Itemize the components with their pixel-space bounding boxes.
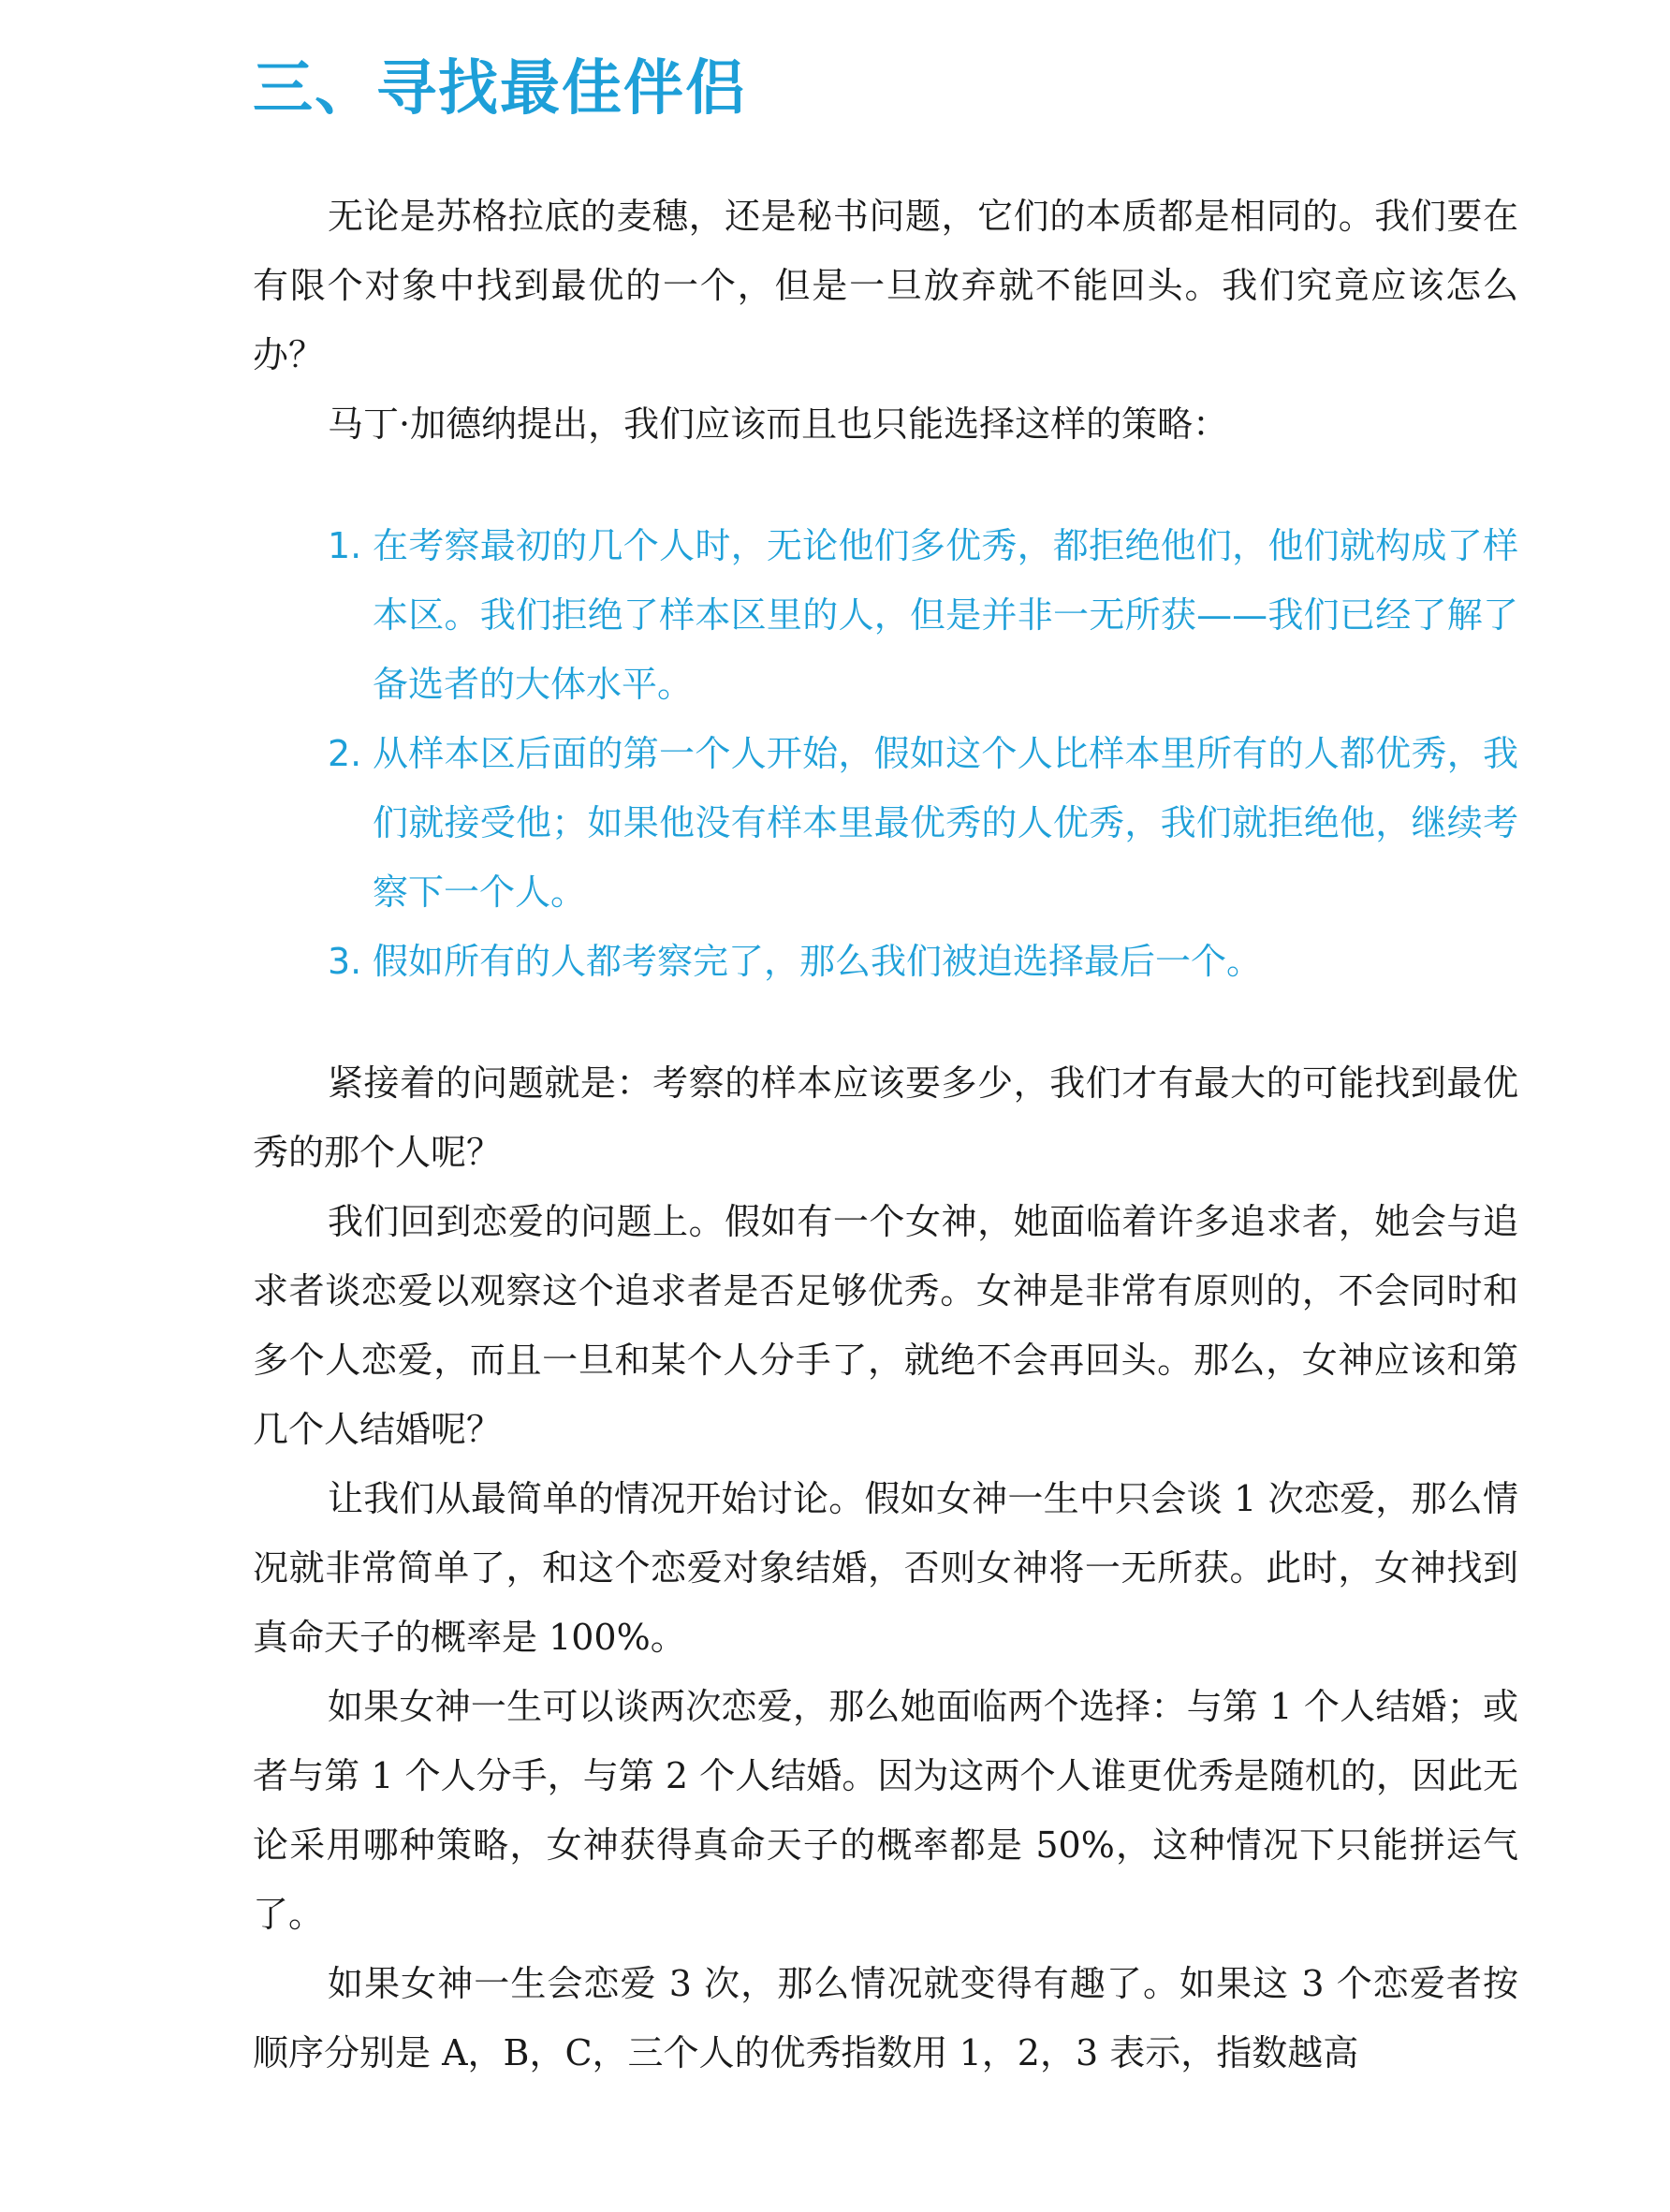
list-item xyxy=(328,927,1518,996)
strategy-list xyxy=(328,511,1518,996)
paragraph: 马丁·加德纳提出，我们应该而且也只能选择这样的策略： xyxy=(328,403,1229,446)
list-item xyxy=(328,719,1518,927)
list-item-text: 假如所有的人都考察完了，那么我们被迫选择最后一个。 xyxy=(373,941,1263,983)
paragraph: 如果女神一生会恋爱 3 次，那么情况就变得有趣了。如果这 3 个恋爱者按顺序分别是 A，B，C，三个人的优秀指数用 1，2，3 表示，指数越高 xyxy=(253,1963,1518,2074)
list-item xyxy=(328,511,1518,719)
paragraph: 我们回到恋爱的问题上。假如有一个女神，她面临着许多追求者，她会与追求者谈恋爱以观察这个追求者是否足够优秀。女神是非常有原则的，不会同时和多个人恋爱，而且一旦和某个人分手了，就绝不会再回头。那么，女神应该和第几个人结婚呢？ xyxy=(253,1201,1518,1451)
list-item-number: 3. xyxy=(328,941,362,983)
list-item-number: 1. xyxy=(328,525,362,567)
paragraph: 无论是苏格拉底的麦穗，还是秘书问题，它们的本质都是相同的。我们要在有限个对象中找到最优的一个，但是一旦放弃就不能回头。我们究竟应该怎么办？ xyxy=(253,196,1518,376)
document-page xyxy=(253,56,1518,2087)
paragraph: 紧接着的问题就是：考察的样本应该要多少，我们才有最大的可能找到最优秀的那个人呢？ xyxy=(253,1062,1518,1174)
section-heading: 三、寻找最佳伴侣 xyxy=(253,54,747,124)
paragraph: 让我们从最简单的情况开始讨论。假如女神一生中只会谈 1 次恋爱，那么情况就非常简单了，和这个恋爱对象结婚，否则女神将一无所获。此时，女神找到真命天子的概率是 100%。 xyxy=(253,1478,1518,1659)
list-item-text: 从样本区后面的第一个人开始，假如这个人比样本里所有的人都优秀，我们就接受他；如果他没有样本里最优秀的人优秀，我们就拒绝他，继续考察下一个人。 xyxy=(373,733,1518,914)
list-item-text: 在考察最初的几个人时，无论他们多优秀，都拒绝他们，他们就构成了样本区。我们拒绝了样本区里的人，但是并非一无所获——我们已经了解了备选者的大体水平。 xyxy=(373,525,1518,706)
paragraph: 如果女神一生可以谈两次恋爱，那么她面临两个选择：与第 1 个人结婚；或者与第 1 个人分手，与第 2 个人结婚。因为这两个人谁更优秀是随机的，因此无论采用哪种策略，女神获得真命天子的概率都是 50%，这种情况下只能拼运气了。 xyxy=(253,1686,1518,1936)
list-item-number: 2. xyxy=(328,733,362,775)
